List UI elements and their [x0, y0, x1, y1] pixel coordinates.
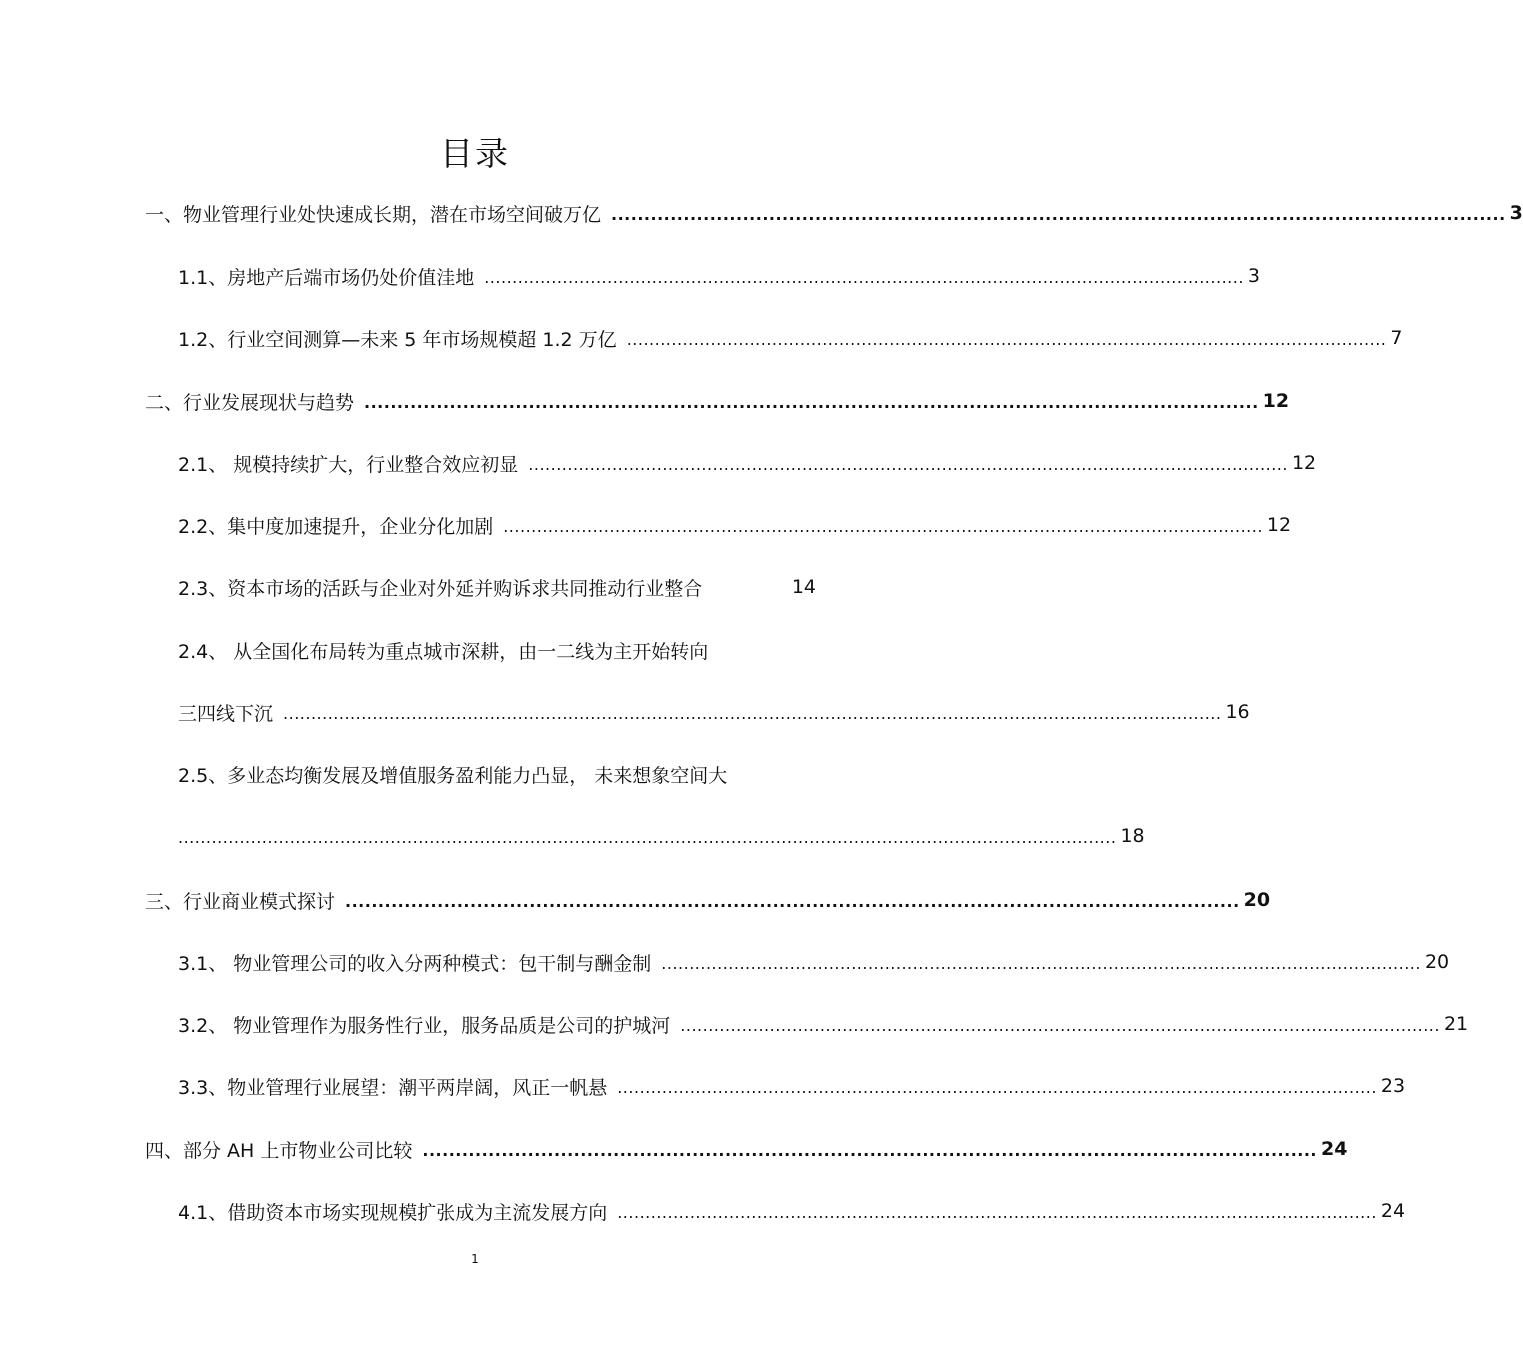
- toc-entry-2[interactable]: [145, 386, 1290, 416]
- toc-entry-2-5-cont[interactable]: [178, 821, 1145, 851]
- toc-entry-label: 三四线下沉: [178, 702, 274, 725]
- dot-leader: ........................................................................................................................................................................: [283, 704, 1222, 723]
- toc-entry-label: 1.1、房地产后端市场仍处价值洼地: [178, 266, 475, 289]
- toc-entry-2-4-cont[interactable]: [178, 697, 1250, 727]
- toc-entry-2-3[interactable]: [178, 572, 816, 602]
- toc-title: 目录: [440, 134, 510, 173]
- dot-leader: ........................................................................................................................................................................: [178, 828, 1117, 847]
- toc-entry-label: 2.4、 从全国化布局转为重点城市深耕，由一二线为主开始转向: [178, 640, 709, 663]
- toc-entry-label: 3.3、物业管理行业展望：潮平两岸阔，风正一帆悬: [178, 1076, 608, 1099]
- dot-leader: ........................................................................................................................................: [422, 1141, 1317, 1160]
- toc-entry-page: 3: [1509, 202, 1523, 224]
- toc-entry-2-5[interactable]: [178, 759, 816, 789]
- toc-entry-page: 12: [1262, 390, 1290, 412]
- toc-entry-page: 21: [1443, 1013, 1469, 1035]
- toc-entry-page: 24: [1321, 1138, 1348, 1160]
- toc-entry-label: 3.2、 物业管理作为服务性行业，服务品质是公司的护城河: [178, 1014, 671, 1037]
- dot-leader: ........................................................................................................................................: [626, 330, 1387, 349]
- dot-leader: ........................................................................................................................................: [680, 1016, 1440, 1035]
- toc-entry-page: 12: [1266, 514, 1292, 536]
- toc-entry-4-1[interactable]: [178, 1196, 1406, 1226]
- toc-entry-label: 二、行业发展现状与趋势: [145, 391, 355, 414]
- dot-leader: ........................................................................................................................................: [617, 1203, 1377, 1222]
- toc-entry-label: 一、物业管理行业处快速成长期，潜在市场空间破万亿: [145, 203, 602, 226]
- dot-leader: ........................................................................................................................................: [484, 268, 1244, 287]
- dot-leader: ........................................................................................................................................: [617, 1078, 1377, 1097]
- toc-entry-label: 四、部分 AH 上市物业公司比较: [145, 1139, 413, 1162]
- toc-entry-page: 20: [1424, 951, 1450, 973]
- dot-leader: ........................................................................................................................................: [345, 892, 1240, 911]
- dot-leader: ........................................................................................................................................: [528, 455, 1288, 474]
- toc-entry-page: 20: [1243, 889, 1271, 911]
- toc-entry-3-2[interactable]: [178, 1009, 1469, 1039]
- toc-entry-2-1[interactable]: [178, 448, 1317, 478]
- toc-entry-4[interactable]: [145, 1134, 1348, 1164]
- toc-entry-page: 12: [1291, 452, 1317, 474]
- toc-entry-3[interactable]: [145, 885, 1271, 915]
- toc-entry-2-2[interactable]: [178, 510, 1292, 540]
- toc-entry-1[interactable]: [145, 198, 1523, 228]
- toc-entry-3-1[interactable]: [178, 947, 1450, 977]
- toc-entry-2-4[interactable]: [178, 635, 816, 665]
- toc-entry-label: 2.2、集中度加速提升，企业分化加剧: [178, 515, 494, 538]
- toc-entry-1-1[interactable]: [178, 261, 1260, 291]
- toc-entry-page: 7: [1390, 327, 1403, 349]
- toc-entry-1-2[interactable]: [178, 323, 1403, 353]
- toc-entry-page: 24: [1380, 1200, 1406, 1222]
- page-number: 1: [471, 1252, 479, 1266]
- dot-leader: ........................................................................................................................................: [364, 393, 1259, 412]
- toc-entry-page: 16: [1225, 701, 1250, 723]
- toc-entry-label: 2.3、资本市场的活跃与企业对外延并购诉求共同推动行业整合: [178, 577, 703, 600]
- toc-entry-3-3[interactable]: [178, 1071, 1406, 1101]
- toc-entry-page: 23: [1380, 1075, 1406, 1097]
- toc-entry-label: 2.5、多业态均衡发展及增值服务盈利能力凸显， 未来想象空间大: [178, 764, 728, 787]
- toc-entry-label: 三、行业商业模式探讨: [145, 890, 336, 913]
- toc-entry-label: 2.1、 规模持续扩大，行业整合效应初显: [178, 453, 519, 476]
- toc-entry-label: 4.1、借助资本市场实现规模扩张成为主流发展方向: [178, 1201, 608, 1224]
- dot-leader: ........................................................................................................................................: [611, 205, 1506, 224]
- toc-entry-page: 18: [1120, 825, 1145, 847]
- dot-leader: ........................................................................................................................................: [503, 517, 1263, 536]
- toc-entry-page: 3: [1247, 265, 1260, 287]
- toc-entry-label: 1.2、行业空间测算—未来 5 年市场规模超 1.2 万亿: [178, 328, 617, 351]
- toc-entry-label: 3.1、 物业管理公司的收入分两种模式：包干制与酬金制: [178, 952, 652, 975]
- dot-leader: ........................................................................................................................................: [661, 954, 1421, 973]
- toc-entry-page: 14: [791, 576, 816, 598]
